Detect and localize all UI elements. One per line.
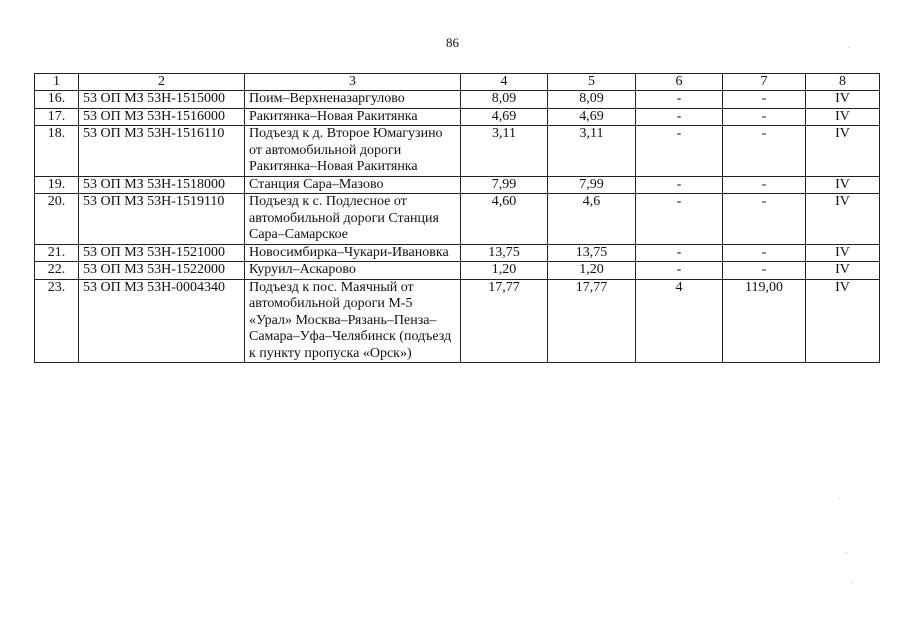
table-row [35, 108, 880, 126]
column-7-value: - [723, 176, 806, 194]
road-code: 53 ОП МЗ 53Н-0004340 [79, 279, 245, 363]
column-5-value: 13,75 [548, 244, 636, 262]
road-code: 53 ОП МЗ 53Н-1515000 [79, 91, 245, 109]
road-name: Станция Сара–Мазово [245, 176, 461, 194]
table-row [35, 262, 880, 280]
column-6-value: - [636, 262, 723, 280]
road-name: Куруил–Аскарово [245, 262, 461, 280]
row-number: 23. [35, 279, 79, 363]
road-category: IV [806, 91, 880, 109]
scan-speck [848, 47, 849, 48]
column-6-value: - [636, 244, 723, 262]
row-number: 19. [35, 176, 79, 194]
column-7-value: - [723, 126, 806, 177]
table-row [35, 279, 880, 363]
column-4-value: 8,09 [461, 91, 548, 109]
column-4-value: 1,20 [461, 262, 548, 280]
road-name: Подъезд к с. Подлесное от автомобильной дороги Станция Сара–Самарское [245, 194, 461, 245]
table-row [35, 91, 880, 109]
column-4-value: 3,11 [461, 126, 548, 177]
road-code: 53 ОП МЗ 53Н-1522000 [79, 262, 245, 280]
road-category: IV [806, 262, 880, 280]
column-7-value: - [723, 91, 806, 109]
header-row [35, 74, 880, 91]
road-code: 53 ОП МЗ 53Н-1516000 [79, 108, 245, 126]
column-7-value: 119,00 [723, 279, 806, 363]
column-5-value: 4,6 [548, 194, 636, 245]
column-header-2: 2 [79, 74, 245, 91]
column-4-value: 7,99 [461, 176, 548, 194]
scan-speck [839, 498, 840, 499]
road-name: Подъезд к пос. Маячный от автомобильной дороги М-5 «Урал» Москва–Рязань–Пенза–Самара–Уфа–Челябинск (подъезд к пункту пропуска «Орск») [245, 279, 461, 363]
scan-speck [852, 582, 853, 583]
row-number: 20. [35, 194, 79, 245]
column-7-value: - [723, 262, 806, 280]
column-7-value: - [723, 194, 806, 245]
table-row [35, 244, 880, 262]
column-header-7: 7 [723, 74, 806, 91]
column-4-value: 13,75 [461, 244, 548, 262]
road-category: IV [806, 279, 880, 363]
road-category: IV [806, 176, 880, 194]
road-category: IV [806, 194, 880, 245]
road-name: Подъезд к д. Второе Юмагузино от автомобильной дороги Ракитянка–Новая Ракитянка [245, 126, 461, 177]
column-6-value: - [636, 108, 723, 126]
column-7-value: - [723, 244, 806, 262]
column-6-value: - [636, 176, 723, 194]
row-number: 17. [35, 108, 79, 126]
road-code: 53 ОП МЗ 53Н-1519110 [79, 194, 245, 245]
road-category: IV [806, 126, 880, 177]
road-code: 53 ОП МЗ 53Н-1518000 [79, 176, 245, 194]
road-category: IV [806, 244, 880, 262]
column-6-value: 4 [636, 279, 723, 363]
row-number: 21. [35, 244, 79, 262]
column-6-value: - [636, 126, 723, 177]
row-number: 16. [35, 91, 79, 109]
table-row [35, 126, 880, 177]
column-5-value: 4,69 [548, 108, 636, 126]
column-header-4: 4 [461, 74, 548, 91]
column-header-6: 6 [636, 74, 723, 91]
column-header-5: 5 [548, 74, 636, 91]
column-4-value: 4,69 [461, 108, 548, 126]
road-code: 53 ОП МЗ 53Н-1521000 [79, 244, 245, 262]
column-4-value: 4,60 [461, 194, 548, 245]
column-5-value: 8,09 [548, 91, 636, 109]
table-row [35, 176, 880, 194]
road-name: Поим–Верхненазаргулово [245, 91, 461, 109]
column-5-value: 17,77 [548, 279, 636, 363]
road-name: Новосимбирка–Чукари-Ивановка [245, 244, 461, 262]
road-name: Ракитянка–Новая Ракитянка [245, 108, 461, 126]
column-5-value: 7,99 [548, 176, 636, 194]
road-code: 53 ОП МЗ 53Н-1516110 [79, 126, 245, 177]
column-header-3: 3 [245, 74, 461, 91]
column-5-value: 3,11 [548, 126, 636, 177]
column-6-value: - [636, 91, 723, 109]
scan-speck [846, 552, 847, 553]
row-number: 22. [35, 262, 79, 280]
road-category: IV [806, 108, 880, 126]
column-header-1: 1 [35, 74, 79, 91]
column-5-value: 1,20 [548, 262, 636, 280]
column-header-8: 8 [806, 74, 880, 91]
roads-table [34, 73, 880, 363]
row-number: 18. [35, 126, 79, 177]
table-row [35, 194, 880, 245]
column-7-value: - [723, 108, 806, 126]
column-6-value: - [636, 194, 723, 245]
page-number: 86 [446, 35, 459, 50]
column-4-value: 17,77 [461, 279, 548, 363]
